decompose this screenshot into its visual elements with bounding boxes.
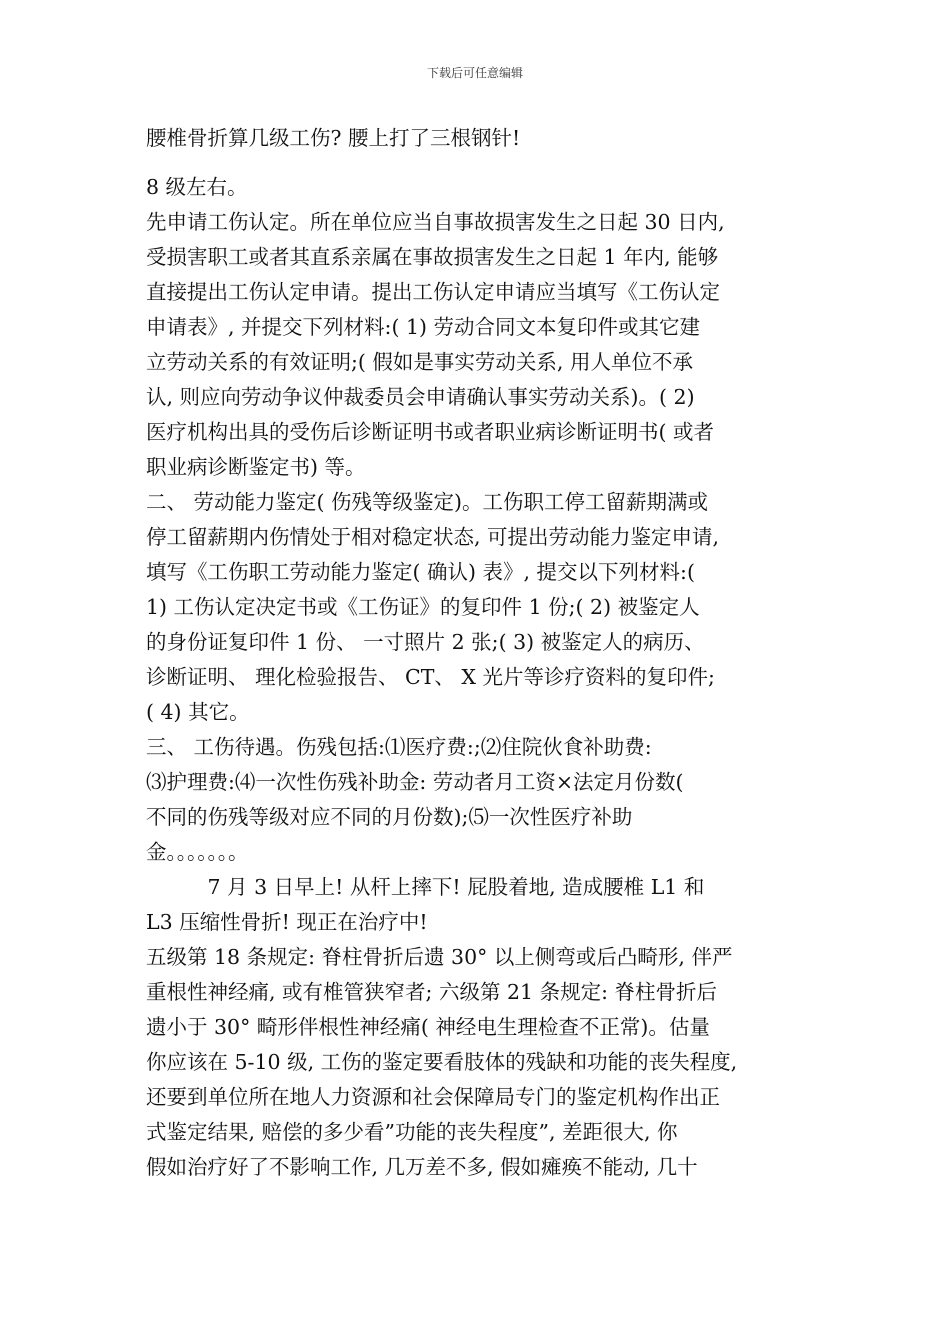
text-line: 三、 工伤待遇。伤残包括:⑴医疗费:;⑵住院伙食补助费:: [146, 735, 652, 759]
text-line: L3 压缩性骨折! 现正在治疗中!: [146, 910, 428, 934]
text-line: 立劳动关系的有效证明;( 假如是事实劳动关系, 用人单位不承: [146, 350, 693, 374]
text-line: 医疗机构出具的受伤后诊断证明书或者职业病诊断证明书( 或者: [146, 420, 715, 444]
text-line: 先申请工伤认定。所在单位应当自事故损害发生之日起 30 日内,: [146, 210, 725, 234]
text-line: 遗小于 30° 畸形伴根性神经痛( 神经电生理检查不正常)。估量: [146, 1015, 710, 1039]
text-line: 金。。。。。。。: [146, 840, 249, 864]
text-line: 你应该在 5-10 级, 工伤的鉴定要看肢体的残缺和功能的丧失程度,: [146, 1050, 738, 1074]
text-line: ⑶护理费:⑷一次性伤残补助金: 劳动者月工资×法定月份数(: [146, 770, 684, 794]
page-header: 下载后可任意编辑: [426, 66, 523, 80]
text-line: 职业病诊断鉴定书) 等。: [146, 455, 366, 479]
text-line: 停工留薪期内伤情处于相对稳定状态, 可提出劳动能力鉴定申请,: [146, 525, 720, 549]
paragraph-gap: [146, 158, 818, 170]
text-line: 假如治疗好了不影响工作, 几万差不多, 假如瘫痪不能动, 几十: [146, 1155, 698, 1179]
text-line: 8 级左右。: [146, 175, 248, 199]
text-line: 的身份证复印件 1 份、 一寸照片 2 张;( 3) 被鉴定人的病历、: [146, 630, 705, 654]
text-line: 认, 则应向劳动争议仲裁委员会申请确认事实劳动关系)。( 2): [146, 385, 695, 409]
text-line: 受损害职工或者其直系亲属在事故损害发生之日起 1 年内, 能够: [146, 245, 719, 269]
document-body: [146, 118, 818, 1185]
text-line: 填写《工伤职工劳动能力鉴定( 确认) 表》, 提交以下列材料:(: [146, 560, 695, 584]
text-line: 五级第 18 条规定: 脊柱骨折后遗 30° 以上侧弯或后凸畸形, 伴严: [146, 945, 733, 969]
text-line: 重根性神经痛, 或有椎管狭窄者; 六级第 21 条规定: 脊柱骨折后: [146, 980, 717, 1004]
text-line: 直接提出工伤认定申请。提出工伤认定申请应当填写《工伤认定: [146, 280, 720, 304]
text-line: 申请表》, 并提交下列材料:( 1) 劳动合同文本复印件或其它建: [146, 315, 701, 339]
text-line: 式鉴定结果, 赔偿的多少看”功能的丧失程度”, 差距很大, 你: [146, 1120, 678, 1144]
text-line: 诊断证明、 理化检验报告、 CT、 X 光片等诊疗资料的复印件;: [146, 665, 715, 689]
text-line: 还要到单位所在地人力资源和社会保障局专门的鉴定机构作出正: [146, 1085, 720, 1109]
text-line: 不同的伤残等级对应不同的月份数);⑸一次性医疗补助: [146, 805, 633, 829]
document-title: 腰椎骨折算几级工伤? 腰上打了三根钢针!: [146, 126, 521, 150]
text-line: ( 4) 其它。: [146, 700, 250, 724]
text-line: 7 月 3 日早上! 从杆上摔下! 屁股着地, 造成腰椎 L1 和: [146, 875, 705, 899]
text-line: 1) 工伤认定决定书或《工伤证》的复印件 1 份;( 2) 被鉴定人: [146, 595, 700, 619]
text-line: 二、 劳动能力鉴定( 伤残等级鉴定)。工伤职工停工留薪期满或: [146, 490, 709, 514]
